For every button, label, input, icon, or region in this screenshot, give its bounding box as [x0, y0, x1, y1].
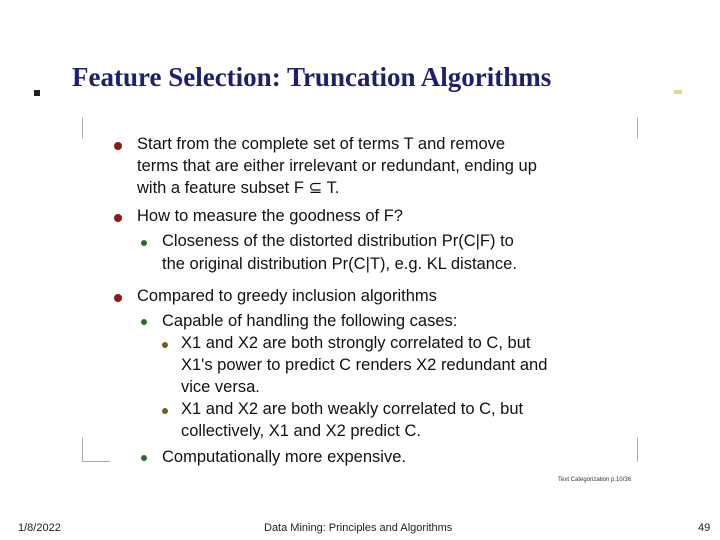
text-line: collectively, X1 and X2 predict C.: [181, 422, 421, 440]
title-accent-mark: [674, 90, 682, 94]
bullet-level3: [162, 408, 168, 414]
bullet-level2: [141, 240, 147, 246]
text-line: Closeness of the distorted distribution Pr(C|F) to: [162, 232, 514, 250]
bullet-level1: [114, 214, 122, 222]
text-line: How to measure the goodness of F?: [137, 207, 403, 225]
frame-corner-top-left: [82, 118, 83, 138]
frame-corner-bottom-left: [82, 438, 83, 462]
text-line: Computationally more expensive.: [162, 448, 406, 466]
text-line: Compared to greedy inclusion algorithms: [137, 287, 437, 305]
inner-slide-caption: Text Categorization p.10/36: [558, 477, 632, 483]
frame-corner-bottom-left-h: [82, 461, 110, 462]
title-bullet-mark: [34, 90, 40, 96]
bullet-level1: [114, 294, 122, 302]
bullet-level2: [141, 319, 147, 325]
text-line: vice versa.: [181, 378, 260, 396]
text-line: Capable of handling the following cases:: [162, 312, 458, 330]
text-line: with a feature subset F ⊆ T.: [137, 179, 340, 197]
footer-page-number: 49: [698, 522, 711, 534]
text-line: X1's power to predict C renders X2 redundant and: [181, 356, 548, 374]
bullet-level3: [162, 342, 168, 348]
text-line: terms that are either irrelevant or redundant, ending up: [137, 157, 537, 175]
bullet-level1: [114, 142, 122, 150]
text-line: X1 and X2 are both strongly correlated to C, but: [181, 334, 531, 352]
frame-corner-bottom-right: [637, 438, 638, 462]
frame-corner-top-right: [637, 118, 638, 138]
text-line: X1 and X2 are both weakly correlated to C, but: [181, 400, 524, 418]
text-line: Start from the complete set of terms T and remove: [137, 135, 506, 153]
footer-title: Data Mining: Principles and Algorithms: [264, 522, 453, 534]
bullet-level2: [141, 455, 147, 461]
footer-date: 1/8/2022: [18, 522, 61, 534]
slide-title: Feature Selection: Truncation Algorithms: [72, 62, 552, 92]
text-line: the original distribution Pr(C|T), e.g. KL distance.: [162, 255, 517, 273]
